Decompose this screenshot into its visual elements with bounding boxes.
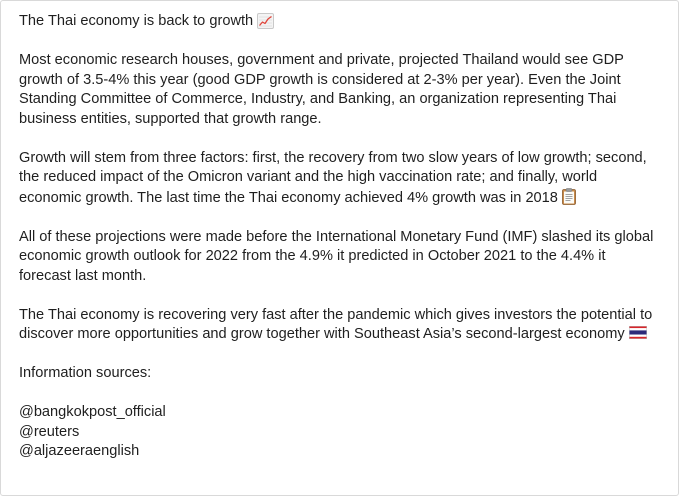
paragraph-3 — [19, 228, 659, 287]
paragraph-2-text: Growth will stem from three factors: first, the recovery from two slow years of low growth; second, the reduced impact of the Omicron variant and the high vaccination rate; and finally, world economic growth. The last time the Thai economy achieved 4% growth was in 2018 — [19, 149, 647, 206]
sources-list — [19, 403, 659, 462]
post-title-text: The Thai economy is back to growth — [19, 13, 254, 29]
source-item: @reuters — [19, 423, 80, 440]
chart-increasing-icon — [257, 13, 274, 29]
thailand-flag-icon — [629, 326, 647, 339]
paragraph-1 — [19, 51, 659, 129]
source-item: @bangkokpost_official — [19, 404, 166, 420]
clipboard-icon — [562, 188, 576, 205]
source-item: @aljazeeraenglish — [19, 443, 140, 459]
paragraph-1-text: Most economic research houses, government and private, projected Thailand would see GDP growth of 3.5-4% this year (good GDP growth is considered at 2-3% per year). Even the Joint Standing Committee of Commerce, Industry, and Banking, an organization representing Thai business entities, supported that growth range. — [19, 52, 624, 127]
sources-heading: Information sources: — [19, 365, 152, 381]
paragraph-4-text: The Thai economy is recovering very fast after the pandemic which gives investors the potential to discover more opportunities and grow together with Southeast Asia’s second-largest economy — [19, 306, 653, 342]
post-title — [19, 12, 659, 32]
post-body — [19, 12, 659, 462]
paragraph-3-text: All of these projections were made before the International Monetary Fund (IMF) slashed its global economic growth outlook for 2022 from the 4.9% it predicted in October 2021 to the 4.4% it forecast last month. — [19, 228, 654, 284]
paragraph-4 — [19, 306, 659, 345]
paragraph-2 — [19, 149, 659, 209]
